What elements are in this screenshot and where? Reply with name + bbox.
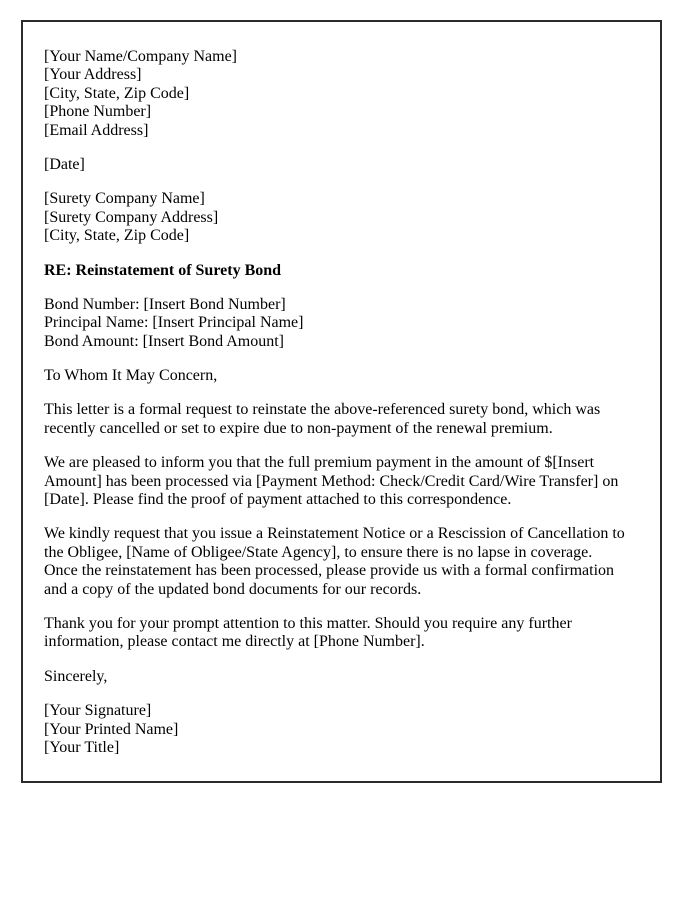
body-paragraph — [44, 615, 648, 652]
recipient-line: [Surety Company Address] — [44, 208, 219, 226]
bond-details-block — [44, 296, 648, 351]
body-paragraph — [44, 454, 648, 509]
paragraph-line: information, please contact me directly at [Phone Number]. — [44, 633, 425, 651]
sender-line: [Your Address] — [44, 66, 142, 84]
date-block — [44, 156, 648, 174]
salutation — [44, 367, 648, 385]
paragraph-line: [Date]. Please find the proof of payment attached to this correspondence. — [44, 491, 512, 509]
date-line: [Date] — [44, 155, 85, 173]
body-paragraph — [44, 401, 648, 438]
paragraph-line: and a copy of the updated bond documents for our records. — [44, 580, 422, 598]
bond-detail-line: Bond Amount: [Insert Bond Amount] — [44, 332, 284, 350]
closing-text: Sincerely, — [44, 667, 108, 685]
recipient-line: [Surety Company Name] — [44, 190, 205, 208]
signature-line: [Your Signature] — [44, 702, 152, 720]
signature-line: [Your Title] — [44, 738, 120, 756]
sender-line: [Phone Number] — [44, 103, 152, 121]
bond-detail-line: Principal Name: [Insert Principal Name] — [44, 314, 304, 332]
sender-line: [City, State, Zip Code] — [44, 84, 190, 102]
paragraph-line: This letter is a formal request to reinstate the above-referenced surety bond, which was — [44, 401, 601, 419]
paragraph-line: Thank you for your prompt attention to this matter. Should you require any further — [44, 614, 572, 632]
subject-line — [44, 262, 648, 280]
closing — [44, 668, 648, 686]
letter-page — [21, 20, 662, 783]
sender-line: [Your Name/Company Name] — [44, 48, 238, 65]
recipient-line: [City, State, Zip Code] — [44, 227, 190, 245]
signature-block — [44, 702, 648, 757]
paragraph-line: the Obligee, [Name of Obligee/State Agency], to ensure there is no lapse in coverage. — [44, 543, 593, 561]
sender-line: [Email Address] — [44, 121, 149, 139]
signature-line: [Your Printed Name] — [44, 720, 179, 738]
paragraph-line: Once the reinstatement has been processed, please provide us with a formal confirmation — [44, 562, 615, 580]
paragraph-line: recently cancelled or set to expire due to non-payment of the renewal premium. — [44, 419, 553, 437]
paragraph-line: We kindly request that you issue a Reinstatement Notice or a Rescission of Cancellation to — [44, 525, 625, 543]
body-paragraph — [44, 525, 648, 599]
recipient-block — [44, 190, 648, 245]
subject-text: RE: Reinstatement of Surety Bond — [44, 261, 282, 279]
paragraph-line: We are pleased to inform you that the full premium payment in the amount of $[Insert — [44, 454, 595, 472]
salutation-text: To Whom It May Concern, — [44, 367, 218, 385]
bond-detail-line: Bond Number: [Insert Bond Number] — [44, 295, 286, 313]
sender-block — [44, 48, 648, 140]
paragraph-line: Amount] has been processed via [Payment Method: Check/Credit Card/Wire Transfer] on — [44, 472, 619, 490]
